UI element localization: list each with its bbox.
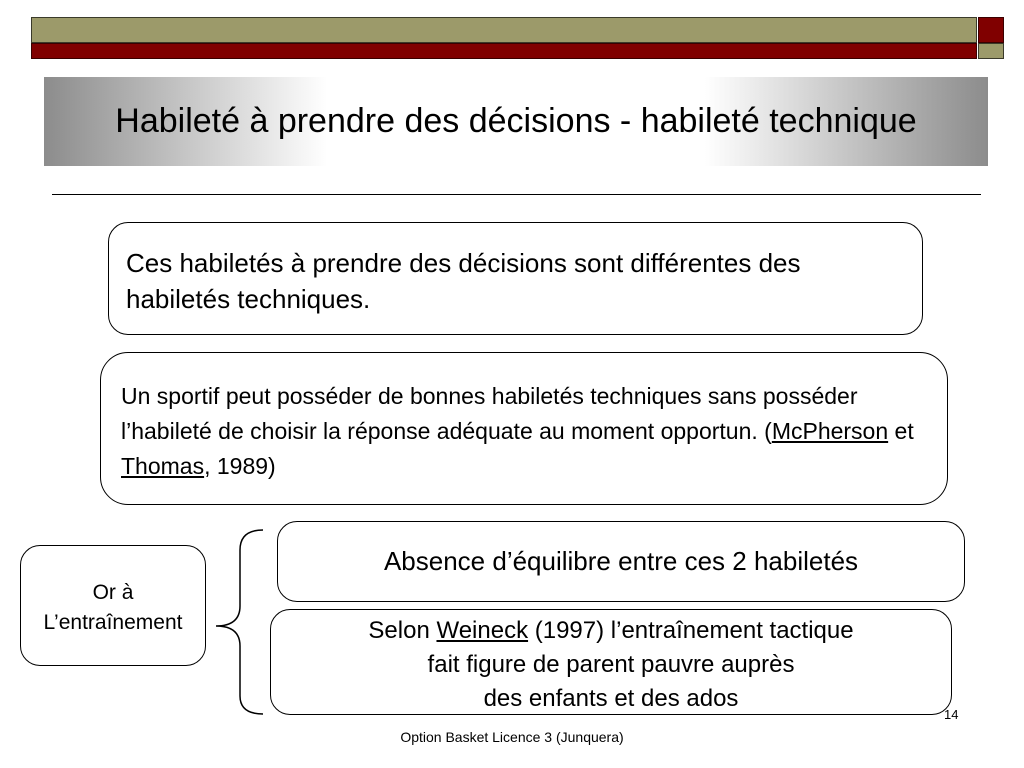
- header-bar-red: [31, 43, 977, 59]
- training-text: [21, 578, 205, 638]
- athlete-example-box: [100, 352, 948, 505]
- weineck-text: [271, 614, 951, 716]
- training-box: [20, 545, 206, 666]
- footer-text: Option Basket Licence 3 (Junquera): [400, 729, 624, 745]
- decision-vs-technique-box: [108, 222, 923, 335]
- header-square-red: [978, 17, 1004, 43]
- imbalance-text: Absence d’équilibre entre ces 2 habiletés: [383, 546, 859, 576]
- mcpherson-link[interactable]: McPherson: [771, 418, 889, 444]
- header-bar-olive: [31, 17, 977, 43]
- decision-vs-technique-text: Ces habiletés à prendre des décisions sont différentes des habiletés techniques.: [126, 248, 801, 314]
- athlete-example-text-start: Un sportif peut posséder de bonnes habiletés techniques sans posséder l’habileté de choisir la réponse adéquate au moment opportun. (: [121, 383, 858, 444]
- athlete-example-text-end: , 1989): [204, 453, 276, 479]
- thomas-link[interactable]: Thomas: [121, 453, 205, 479]
- curly-brace: [208, 528, 272, 718]
- weineck-text-line1: [271, 614, 951, 648]
- training-text-line1: Or à: [92, 581, 134, 604]
- athlete-example-text-mid: et: [888, 418, 914, 444]
- weineck-text-end: (1997) l’entraînement tactique: [528, 617, 854, 644]
- weineck-box: [270, 609, 952, 715]
- athlete-example-text: [121, 379, 931, 484]
- page-number: 14: [944, 707, 959, 722]
- weineck-text-start: Selon: [368, 617, 437, 644]
- weineck-text-line2: fait figure de parent pauvre auprès: [427, 651, 795, 678]
- title-divider: [52, 194, 981, 195]
- imbalance-box: [277, 521, 965, 602]
- header-square-olive: [978, 43, 1004, 59]
- weineck-link[interactable]: Weineck: [436, 617, 529, 644]
- weineck-text-line3: des enfants et des ados: [483, 685, 739, 712]
- training-text-line2: L’entraînement: [43, 611, 183, 634]
- slide-title: Habileté à prendre des décisions - habileté technique: [115, 102, 917, 140]
